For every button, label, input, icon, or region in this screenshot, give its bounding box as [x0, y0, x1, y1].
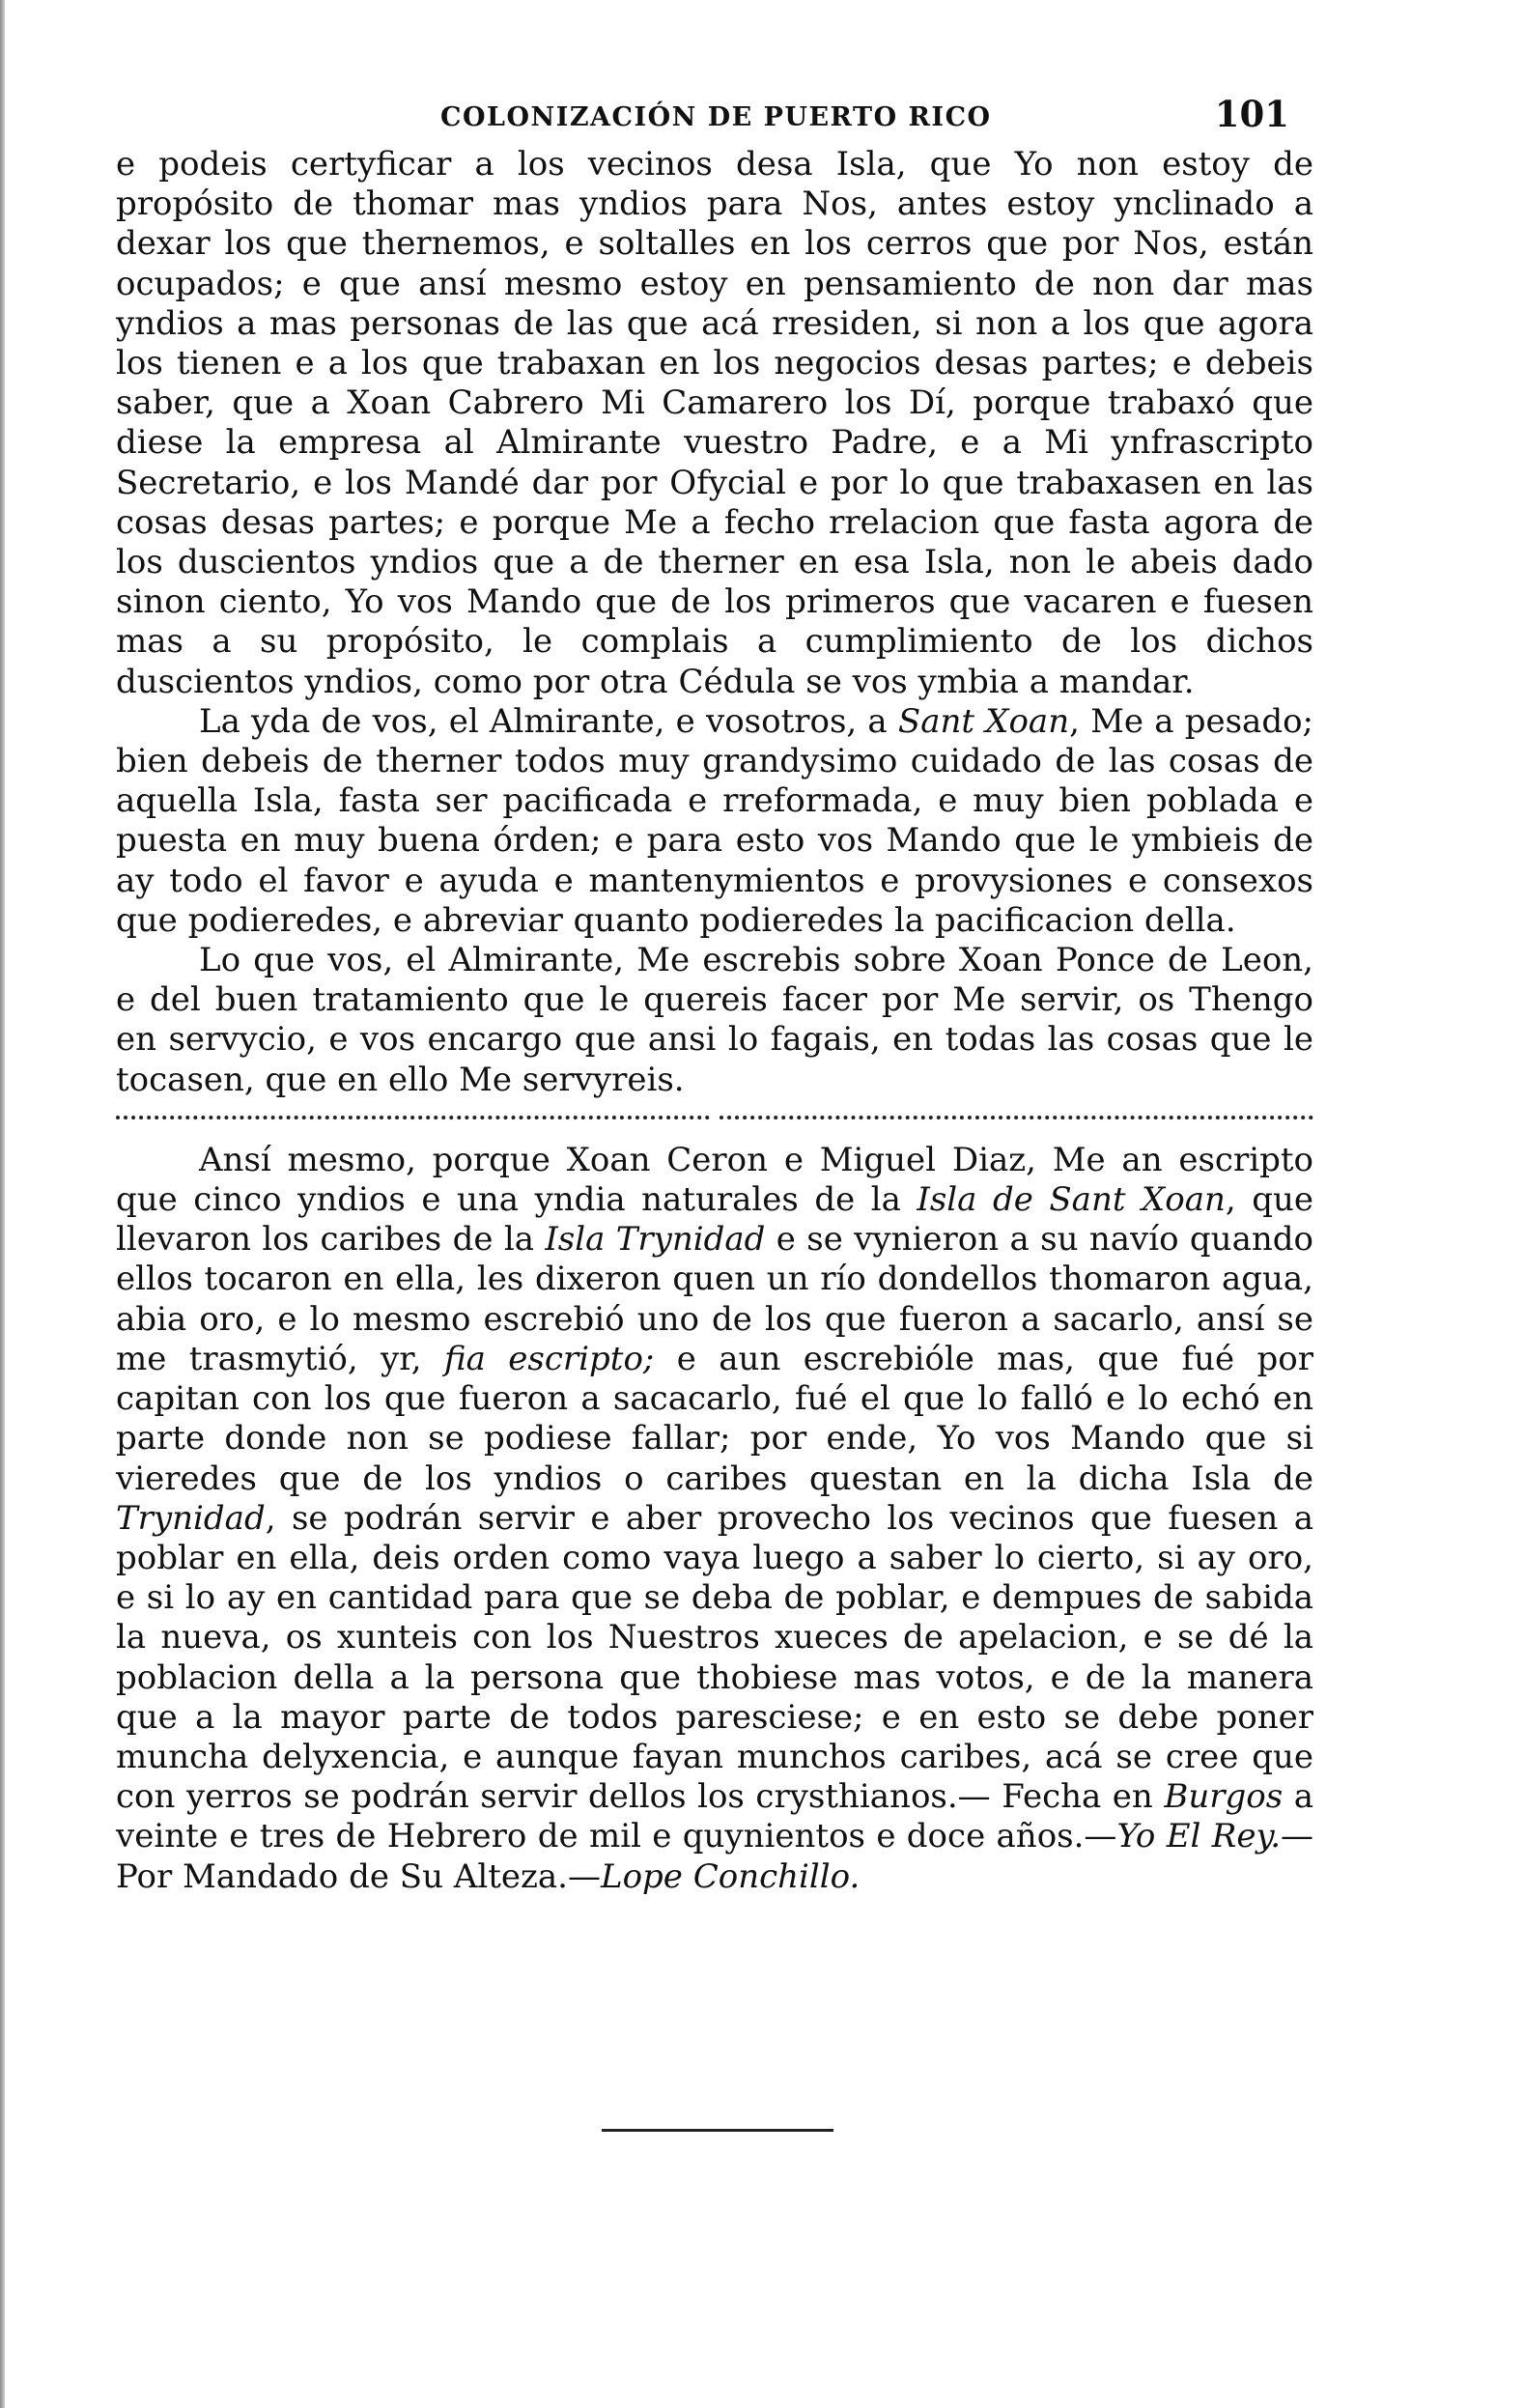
- dot-run-right: [720, 1116, 1313, 1123]
- phrase-fia-escripto: fia escripto;: [443, 1339, 655, 1378]
- dot-run-left: [116, 1116, 710, 1123]
- signature-yo-el-rey: Yo El Rey.: [1116, 1817, 1281, 1856]
- paragraph-4-part1: Ansí mesmo, porque Xoan Ceron e Miguel Diaz, Me an escripto que cinco yndios e una yndia naturales de la: [116, 1140, 1313, 1220]
- paragraph-4: [116, 1141, 1313, 1897]
- paragraph-4-part4: e aun escrebióle mas, que fué por capitan con los que fueron a sacacarlo, fué el que lo falló e lo echó en parte donde non se podiese fallar; por ende, Yo vos Mando que si vieredes que de los yndios o caribes questan en la dicha Isla de: [116, 1339, 1313, 1498]
- place-burgos: Burgos: [1164, 1777, 1284, 1817]
- place-trynidad: Trynidad: [116, 1498, 266, 1538]
- paragraph-3: Lo que vos, el Almirante, Me escrebis sobre Xoan Ponce de Leon, e del buen tratamiento que le quereis facer por Me servir, os Thengo en servycio, e vos encargo que ansi lo fagais, en todas las cosas que le tocasen, que en ello Me servyreis.: [116, 941, 1313, 1099]
- paragraph-4-part7: —Por Mandado de Su Alteza.—: [116, 1817, 1313, 1896]
- signature-lope-conchillo: Lope Conchillo.: [600, 1856, 861, 1896]
- paragraph-2-after: , Me a pesado; bien debeis de therner todos muy grandysimo cuidado de las cosas de aquella Isla, fasta ser pacificada e rreformada, e muy bien poblada e puesta en muy buena órden; e para esto vos Mando que le ymbieis de ay todo el favor e ayuda e mantenymientos e provysiones e consexos que podieredes, e abreviar quanto podieredes la pacificacion della.: [116, 701, 1314, 940]
- page-edge: [0, 0, 5, 2408]
- paragraph-4-part3: e se vynieron a su navío quando ellos tocaron en ella, les dixeron quen un río dondellos thomaron agua, abia oro, e lo mesmo escrebió uno de los que fueron a sacarlo, ansí se me trasmytió, yr,: [116, 1220, 1313, 1378]
- place-sant-xoan: Sant Xoan: [897, 701, 1070, 741]
- running-title: COLONIZACIÓN DE PUERTO RICO: [440, 102, 992, 132]
- paragraph-1: e podeis certyficar a los vecinos desa Isla, que Yo non estoy de propósito de thomar mas yndios para Nos, antes estoy ynclinado a dexar los que thernemos, e soltalles en los cerros que por Nos, están ocupados; e que ansí mesmo estoy en pensamiento de non dar mas yndios a mas personas de las que acá rresiden, si non a los que agora los tienen e a los que trabaxan en los negocios desas partes; e debeis saber, que a Xoan Cabrero Mi Camarero los Dí, porque trabaxó que diese la empresa al Almirante vuestro Padre, e a Mi ynfrascripto Secretario, e los Mandé dar por Ofycial e por lo que trabaxasen en las cosas desas partes; e porque Me a fecho rrelacion que fasta agora de los duscientos yndios que a de therner en esa Isla, non le abeis dado sinon ciento, Yo vos Mando que de los primeros que vacaren e fuesen mas a su propósito, le complais a cumplimiento de los dichos duscientos yndios, como por otra Cédula se vos ymbia a mandar.: [116, 145, 1313, 701]
- page-header: [116, 93, 1289, 147]
- paragraph-4-part2: , que llevaron los caribes de la: [116, 1180, 1313, 1260]
- paragraph-2-before: La yda de vos, el Almirante, e vosotros, a: [199, 701, 898, 741]
- body-text: [116, 145, 1313, 1897]
- place-isla-sant-xoan: Isla de Sant Xoan: [917, 1180, 1226, 1220]
- paragraph-4-part5: , se podrán servir e aber provecho los vecinos que fuesen a poblar en ella, deis orden como vaya luego a saber lo cierto, si ay oro, e si lo ay en cantidad para que se deba de poblar, e dempues de sabida la nueva, os xunteis con los Nuestros xueces de apelacion, e se dé la poblacion della a la persona que thobiese mas votos, e de la manera que a la mayor parte de todos paresciese; e en esto se debe poner muncha delyxencia, e aunque fayan munchos caribes, acá se cree que con yerros se podrán servir dellos los crysthianos.— Fecha en: [116, 1498, 1313, 1817]
- page-number: 101: [1214, 93, 1289, 135]
- place-isla-trynidad: Isla Trynidad: [545, 1220, 766, 1260]
- end-rule: [602, 2129, 833, 2132]
- paragraph-2: [116, 702, 1313, 941]
- paragraph-4-part6: a veinte e tres de Hebrero de mil e quynientos e doce años.—: [116, 1777, 1314, 1856]
- ellipsis-separator: [116, 1110, 1313, 1129]
